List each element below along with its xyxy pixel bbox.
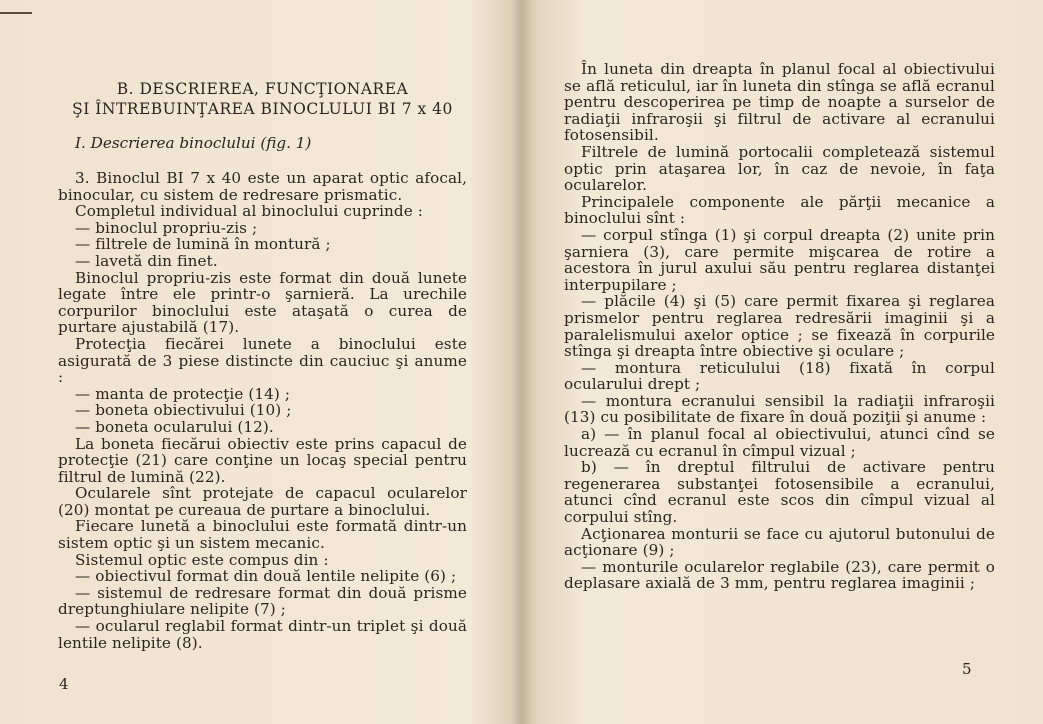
list-item: — boneta ocularului (12). [75,417,274,436]
list-item: — binoclul propriu-zis ; [75,218,258,237]
list-item: — montura reticulului (18) fixată în corpul ocularului drept ; [564,358,995,394]
heading-line-2: ŞI ÎNTREBUINŢAREA BINOCLULUI BI 7 x 40 [72,100,453,118]
list-item: — obiectivul format din două lentile nelipite (6) ; [75,567,457,586]
paragraph: Ocularele sînt protejate de capacul ocularelor (20) montat pe cureaua de purtare a binoclului. [58,484,467,519]
paragraph: La boneta fiecărui obiectiv este prins capacul de protecţie (21) care conţine un locaş special pentru filtrul de lumină (22). [58,434,467,486]
list-item: b) — în dreptul filtrului de activare pentru regenerarea substanţei fotosensibile a ecranului, atunci cînd ecranul este scos din cîmpul vizual al corpului stîng. [564,458,995,527]
page-number-right: 5 [962,660,972,678]
section-heading [58,79,467,119]
list-item: — monturile ocularelor reglabile (23), care permit o deplasare axială de 3 mm, pentru reglarea imaginii ; [564,557,995,593]
list-item: a) — în planul focal al obiectivului, atunci cînd se lucrează cu ecranul în cîmpul vizual ; [564,425,995,460]
paragraph: În luneta din dreapta în planul focal al obiectivului se află reticulul, iar în luneta din stînga se află ecranul pentru descoperirea pe timp de noapte a surselor de radiaţii infraroşii şi filtrul de activare al ecranului fotosensibil. [564,60,995,145]
right-body-text [564,61,995,592]
list-item: — corpul stînga (1) şi corpul dreapta (2) unite prin şarniera (3), care permite mişcarea de rotire a acestora în jurul axului său pentru reglarea distanţei interpupilare ; [564,225,995,294]
left-body-text [58,170,467,651]
paragraph: Principalele componente ale părţii mecanice a binoclului sînt : [564,192,995,228]
paragraph: Protecţia fiecărei lunete a binoclului este asigurată de 3 piese distincte din cauciuc şi anume : [58,334,467,387]
page-number-left: 4 [59,675,69,693]
paragraph: 3. Binoclul BI 7 x 40 este un aparat optic afocal, binocular, cu sistem de redresare prismatic. [58,169,467,204]
list-item: — filtrele de lumină în montură ; [75,235,331,254]
paragraph: Acţionarea monturii se face cu ajutorul butonului de acţionare (9) ; [564,524,995,560]
list-item: — ocularul reglabil format dintr-un triplet şi două lentile nelipite (8). [58,617,467,652]
list-item: — sistemul de redresare format din două prisme dreptunghiulare nelipite (7) ; [58,583,467,619]
paragraph: Filtrele de lumină portocalii completează sistemul optic prin ataşarea lor, în caz de nevoie, în faţa ocularelor. [564,142,995,195]
paragraph: Sistemul optic este compus din : [75,550,329,569]
list-item: — boneta obiectivului (10) ; [75,401,292,420]
paragraph: Binoclul propriu-zis este format din două lunete legate între ele printr-o şarnieră. La urechile corpurilor binoclului este ataşată o curea de purtare ajustabilă (17). [58,268,467,337]
list-item: — montura ecranului sensibil la radiaţii infraroşii (13) cu posibilitate de fixare în două poziţii şi anume : [564,391,995,427]
list-item: — manta de protecţie (14) ; [75,384,291,403]
list-item: — plăcile (4) şi (5) care permit fixarea şi reglarea prismelor pentru reglarea redresării imaginii şi a paralelismului axelor optice ; se fixează în corpurile stînga şi dreapta între obiective şi oculare ; [564,292,995,361]
subheading: I. Descrierea binoclului (fig. 1) [75,134,312,152]
paragraph: Fiecare lunetă a binoclului este formată dintr-un sistem optic şi un sistem mecanic. [58,517,467,553]
right-page [524,0,1043,724]
heading-line-1: B. DESCRIEREA, FUNCŢIONAREA [116,80,409,98]
list-item: — lavetă din finet. [75,251,218,270]
paragraph: Completul individual al binoclului cuprinde : [75,202,423,221]
left-page [0,0,520,724]
